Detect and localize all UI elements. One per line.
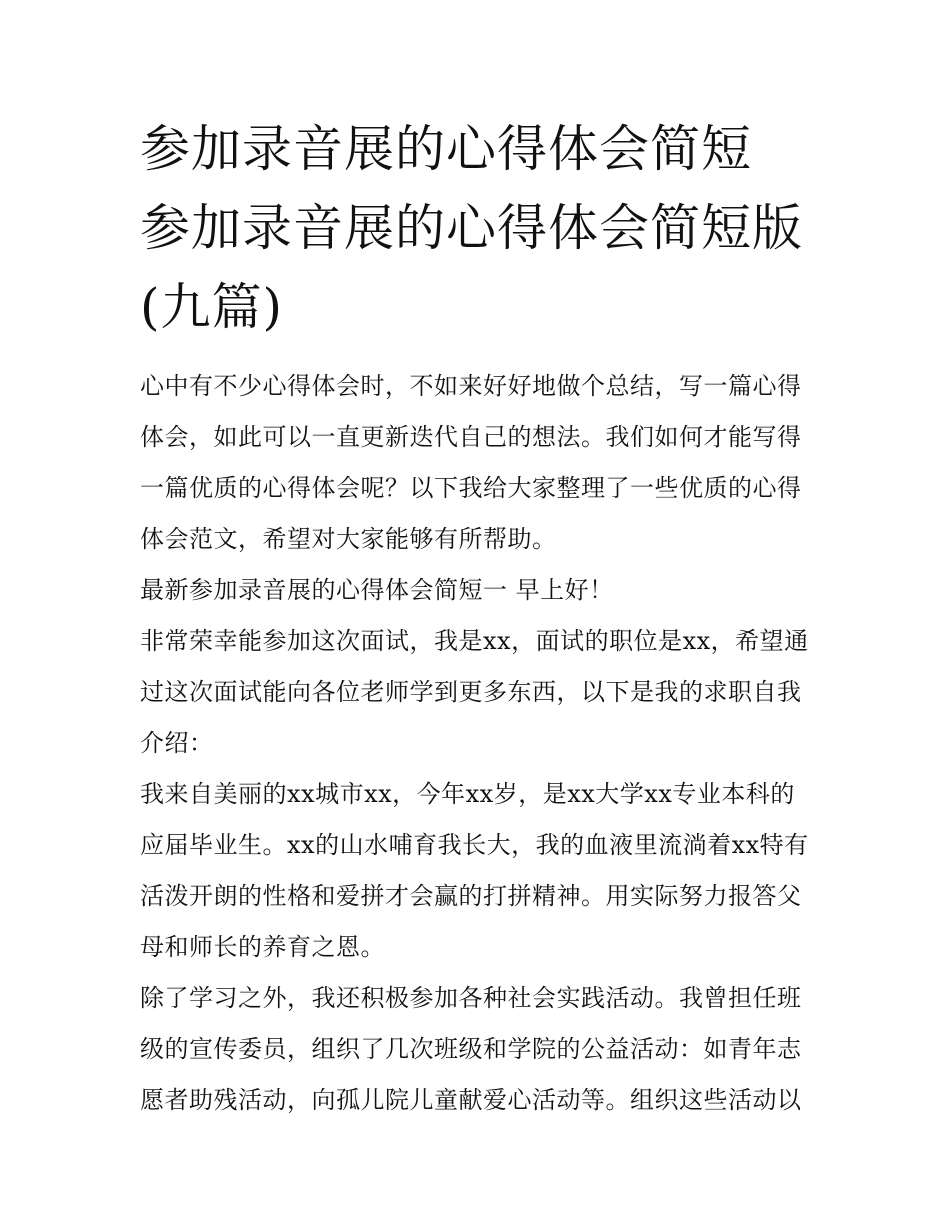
document-title: 参加录音展的心得体会简短 参加录音展的心得体会简短版(九篇) (140, 120, 803, 336)
document-body (140, 110, 812, 1126)
section-heading-paragraph: 最新参加录音展的心得体会简短一 早上好！ (140, 576, 614, 604)
body-paragraph: 我来自美丽的xx城市xx，今年xx岁，是xx大学xx专业本科的应届毕业生。xx的山水哺育我长大，我的血液里流淌着xx特有活泼开朗的性格和爱拼才会赢的打拼精神。用实际努力报答父母和师长的养育之恩。 (140, 780, 809, 961)
body-paragraph: 除了学习之外，我还积极参加各种社会实践活动。我曾担任班级的宣传委员，组织了几次班级和学院的公益活动：如青年志愿者助残活动，向孤儿院儿童献爱心活动等。组织这些活动以 (140, 984, 802, 1114)
body-paragraph: 非常荣幸能参加这次面试，我是xx，面试的职位是xx，希望通过这次面试能向各位老师学到更多东西，以下是我的求职自我介绍： (140, 627, 809, 757)
intro-paragraph: 心中有不少心得体会时，不如来好好地做个总结，写一篇心得体会，如此可以一直更新迭代自己的想法。我们如何才能写得一篇优质的心得体会呢？以下我给大家整理了一些优质的心得体会范文，希望对大家能够有所帮助。 (140, 372, 802, 553)
